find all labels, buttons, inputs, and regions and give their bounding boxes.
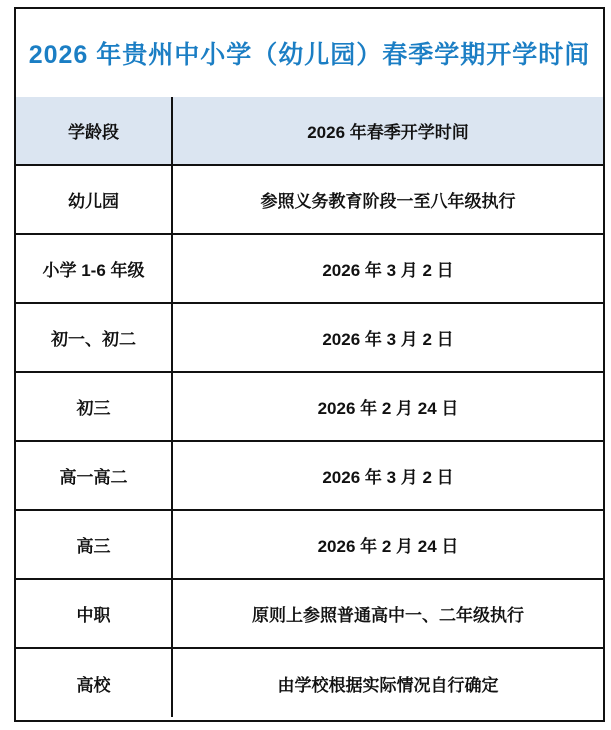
stage-cell: 高一高二 — [16, 441, 172, 510]
table-row — [16, 579, 603, 648]
schedule-table — [16, 97, 603, 717]
header-cell-stage: 学龄段 — [16, 97, 172, 165]
stage-cell: 初三 — [16, 372, 172, 441]
table-row — [16, 303, 603, 372]
stage-cell: 幼儿园 — [16, 165, 172, 234]
time-cell: 2026 年 3 月 2 日 — [172, 234, 603, 303]
stage-cell: 高三 — [16, 510, 172, 579]
stage-cell: 小学 1-6 年级 — [16, 234, 172, 303]
title-row — [16, 9, 603, 97]
table-row — [16, 510, 603, 579]
table-body — [16, 165, 603, 717]
stage-cell: 初一、初二 — [16, 303, 172, 372]
time-cell: 原则上参照普通高中一、二年级执行 — [172, 579, 603, 648]
table-row — [16, 372, 603, 441]
time-cell: 2026 年 2 月 24 日 — [172, 510, 603, 579]
stage-cell: 中职 — [16, 579, 172, 648]
time-cell: 2026 年 3 月 2 日 — [172, 441, 603, 510]
time-cell: 参照义务教育阶段一至八年级执行 — [172, 165, 603, 234]
time-cell: 由学校根据实际情况自行确定 — [172, 648, 603, 717]
table-header-row — [16, 97, 603, 165]
time-cell: 2026 年 2 月 24 日 — [172, 372, 603, 441]
stage-cell: 高校 — [16, 648, 172, 717]
table-row — [16, 165, 603, 234]
header-cell-time: 2026 年春季开学时间 — [172, 97, 603, 165]
table-row — [16, 234, 603, 303]
time-cell: 2026 年 3 月 2 日 — [172, 303, 603, 372]
table-row — [16, 441, 603, 510]
table-row — [16, 648, 603, 717]
page-title: 2026 年贵州中小学（幼儿园）春季学期开学时间 — [28, 41, 591, 69]
document-page — [14, 7, 605, 722]
